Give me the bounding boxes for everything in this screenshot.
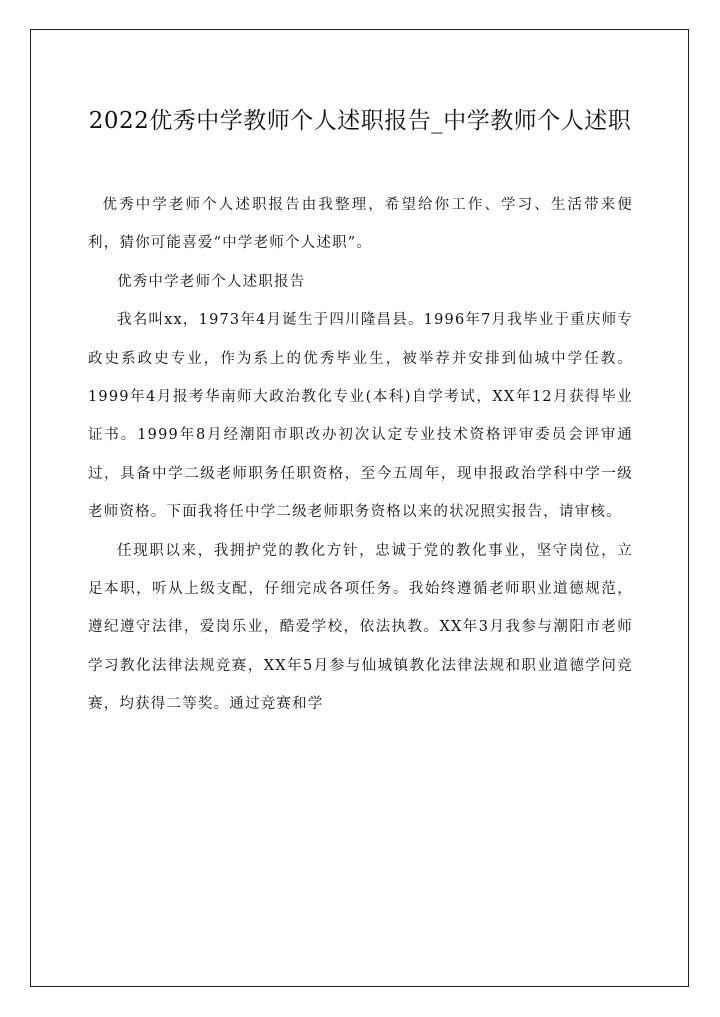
section-heading: 优秀中学老师个人述职报告	[117, 273, 306, 290]
body-paragraph: 任现职以来，我拥护党的教化方针，忠诚于党的教化事业，坚守岗位，立足本职，听从上级支配，仔细完成各项任务。我始终遵循老师职业道德规范，遵纪遵守法律，爱岗乐业，酷爱学校，依法执教。XX年3月我参与潮阳市老师学习教化法律法规竞赛，XX年5月参与仙城镇教化法律法规和职业道德学问竞赛，均获得二等奖。通过竞赛和学	[88, 542, 633, 713]
document-body	[88, 186, 633, 724]
document-title: 2022优秀中学教师个人述职报告_中学教师个人述职	[88, 108, 632, 135]
body-paragraph: 我名叫xx，1973年4月诞生于四川隆昌县。1996年7月我毕业于重庆师专政史系政史专业，作为系上的优秀毕业生，被举荐并安排到仙城中学任教。1999年4月报考华南师大政治教化专业(本科)自学考试，XX年12月获得毕业证书。1999年8月经潮阳市职改办初次认定专业技术资格评审委员会评审通过，具备中学二级老师职务任职资格，至今五周年，现申报政治学科中学一级老师资格。下面我将任中学二级老师职务资格以来的状况照实报告，请审核。	[88, 312, 633, 521]
intro-paragraph: 优秀中学老师个人述职报告由我整理，希望给你工作、学习、生活带来便利，猜你可能喜爱“中学老师个人述职”。	[88, 197, 633, 252]
